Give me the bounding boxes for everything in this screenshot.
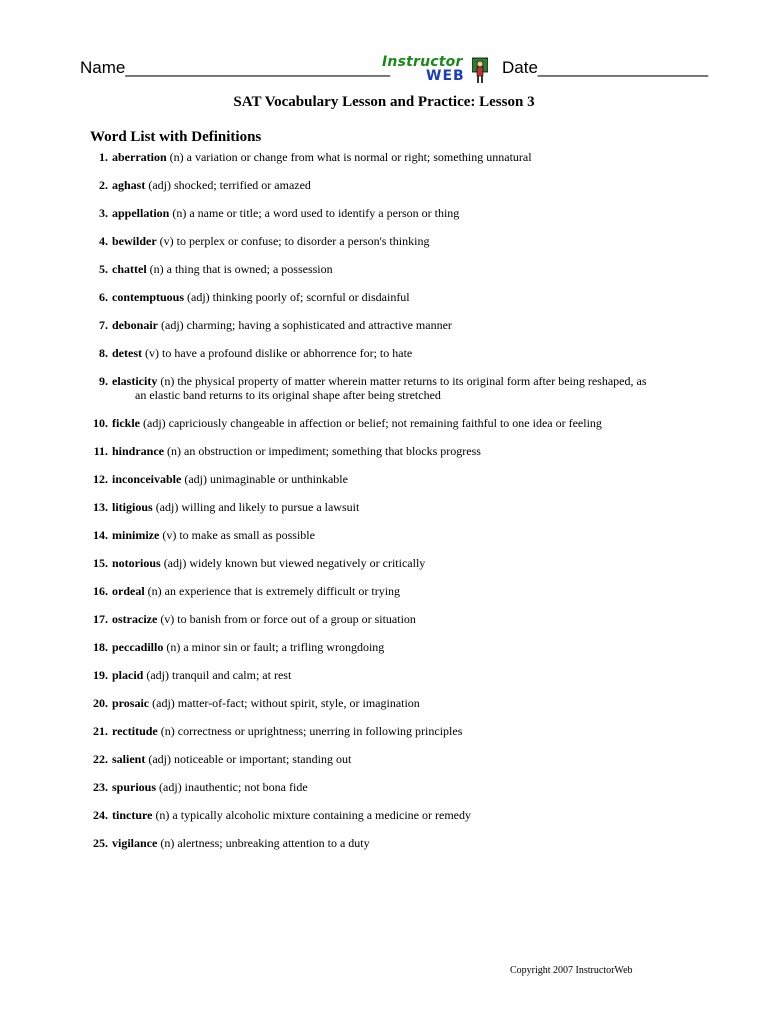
word-item: [0, 416, 768, 444]
word-definition: (n) an experience that is extremely difficult or trying: [147, 584, 401, 598]
word-number: 16.: [93, 584, 108, 598]
instructorweb-logo: [382, 56, 492, 90]
word-entry: [112, 234, 692, 248]
word-term: hindrance: [112, 444, 165, 458]
word-term: vigilance: [112, 836, 158, 850]
word-number: 10.: [93, 416, 108, 430]
date-blank: __________________: [537, 58, 709, 77]
word-item: [0, 262, 768, 290]
word-number: 23.: [93, 780, 108, 794]
word-term: aghast: [112, 178, 146, 192]
word-term: salient: [112, 752, 146, 766]
word-term: debonair: [112, 318, 159, 332]
word-number: 7.: [99, 318, 108, 332]
word-definition: (n) a minor sin or fault; a trifling wrongdoing: [166, 640, 385, 654]
word-entry: [112, 150, 692, 164]
word-term: rectitude: [112, 724, 158, 738]
word-item: [0, 528, 768, 556]
word-item: [0, 150, 768, 178]
word-number: 2.: [99, 178, 108, 192]
word-entry: [112, 500, 692, 514]
word-definition: (adj) widely known but viewed negatively or critically: [163, 556, 426, 570]
word-entry: [112, 178, 692, 192]
word-entry: [112, 262, 692, 276]
word-entry: [112, 640, 692, 654]
word-term: notorious: [112, 556, 161, 570]
word-item: [0, 752, 768, 780]
word-definition: (adj) capriciously changeable in affection or belief; not remaining faithful to one idea or feeling: [143, 416, 602, 430]
word-entry: [112, 752, 692, 766]
word-definition: (adj) thinking poorly of; scornful or disdainful: [187, 290, 410, 304]
word-number: 11.: [93, 444, 108, 458]
word-number: 22.: [93, 752, 108, 766]
word-number: 20.: [93, 696, 108, 710]
word-item: [0, 556, 768, 584]
word-entry: [112, 808, 692, 822]
word-definition: (n) a name or title; a word used to identify a person or thing: [172, 206, 460, 220]
word-definition: (v) to have a profound dislike or abhorrence for; to hate: [145, 346, 413, 360]
date-field: [502, 58, 708, 78]
word-term: minimize: [112, 528, 160, 542]
word-term: placid: [112, 668, 144, 682]
word-definition: (n) the physical property of matter wherein matter returns to its original form after being reshaped, as: [160, 374, 647, 388]
word-definition: (n) correctness or uprightness; unerring in following principles: [160, 724, 463, 738]
word-definition: (v) to make as small as possible: [162, 528, 315, 542]
word-item: [0, 290, 768, 318]
word-entry: [112, 528, 692, 542]
word-number: 18.: [93, 640, 108, 654]
word-number: 24.: [93, 808, 108, 822]
word-definition: (adj) matter-of-fact; without spirit, style, or imagination: [152, 696, 420, 710]
word-number: 25.: [93, 836, 108, 850]
word-number: 21.: [93, 724, 108, 738]
word-entry: [112, 612, 692, 626]
word-item: [0, 696, 768, 724]
word-number: 8.: [99, 346, 108, 360]
word-definition: (v) to perplex or confuse; to disorder a person's thinking: [159, 234, 430, 248]
word-number: 3.: [99, 206, 108, 220]
word-list: [0, 150, 768, 864]
word-number: 13.: [93, 500, 108, 514]
word-item: [0, 374, 768, 416]
word-item: [0, 472, 768, 500]
word-entry: [112, 206, 692, 220]
word-term: ordeal: [112, 584, 145, 598]
word-definition: (adj) willing and likely to pursue a lawsuit: [155, 500, 360, 514]
word-item: [0, 584, 768, 612]
word-item: [0, 346, 768, 374]
word-entry: [112, 696, 692, 710]
word-entry: [112, 416, 692, 430]
word-item: [0, 668, 768, 696]
word-definition-continued: an elastic band returns to its original shape after being stretched: [135, 388, 441, 402]
word-entry: [112, 444, 692, 458]
name-blank: ____________________________: [125, 58, 391, 77]
word-term: fickle: [112, 416, 140, 430]
word-term: appellation: [112, 206, 170, 220]
word-entry: [112, 836, 692, 850]
word-definition: (n) a typically alcoholic mixture containing a medicine or remedy: [155, 808, 471, 822]
word-definition: (adj) inauthentic; not bona fide: [159, 780, 308, 794]
word-definition: (n) alertness; unbreaking attention to a duty: [160, 836, 370, 850]
word-term: aberration: [112, 150, 167, 164]
word-entry: [112, 374, 692, 402]
word-term: elasticity: [112, 374, 158, 388]
word-definition: (adj) tranquil and calm; at rest: [146, 668, 292, 682]
word-term: tincture: [112, 808, 153, 822]
word-number: 19.: [93, 668, 108, 682]
word-term: contemptuous: [112, 290, 185, 304]
word-number: 17.: [93, 612, 108, 626]
logo-text-bottom: WEB: [426, 68, 465, 84]
word-entry: [112, 346, 692, 360]
word-definition: (n) an obstruction or impediment; something that blocks progress: [167, 444, 481, 458]
word-number: 5.: [99, 262, 108, 276]
word-entry: [112, 584, 692, 598]
name-field: [80, 58, 390, 78]
word-entry: [112, 318, 692, 332]
word-definition: (adj) unimaginable or unthinkable: [184, 472, 348, 486]
word-entry: [112, 780, 692, 794]
word-definition: (v) to banish from or force out of a group or situation: [160, 612, 416, 626]
word-entry: [112, 668, 692, 682]
word-item: [0, 500, 768, 528]
word-number: 9.: [99, 374, 108, 388]
word-term: detest: [112, 346, 142, 360]
word-definition: (n) a variation or change from what is normal or right; something unnatural: [169, 150, 532, 164]
word-item: [0, 234, 768, 262]
word-term: ostracize: [112, 612, 158, 626]
word-entry: [112, 290, 692, 304]
word-term: peccadillo: [112, 640, 164, 654]
word-entry: [112, 472, 692, 486]
word-definition: (n) a thing that is owned; a possession: [149, 262, 333, 276]
word-item: [0, 724, 768, 752]
page-title: SAT Vocabulary Lesson and Practice: Lesson 3: [233, 94, 535, 110]
teacher-figure-icon: [472, 56, 488, 84]
word-term: prosaic: [112, 696, 150, 710]
word-term: inconceivable: [112, 472, 182, 486]
word-item: [0, 178, 768, 206]
date-label: Date: [502, 58, 538, 77]
word-item: [0, 318, 768, 346]
word-item: [0, 836, 768, 864]
word-number: 15.: [93, 556, 108, 570]
word-definition: (adj) charming; having a sophisticated and attractive manner: [161, 318, 452, 332]
name-label: Name: [80, 58, 126, 77]
section-heading: Word List with Definitions: [90, 129, 262, 145]
word-term: bewilder: [112, 234, 157, 248]
word-item: [0, 206, 768, 234]
word-number: 1.: [99, 150, 108, 164]
word-entry: [112, 556, 692, 570]
word-item: [0, 780, 768, 808]
word-item: [0, 612, 768, 640]
word-item: [0, 808, 768, 836]
copyright-notice: Copyright 2007 InstructorWeb: [510, 965, 633, 976]
word-term: litigious: [112, 500, 153, 514]
word-entry: [112, 724, 692, 738]
word-number: 6.: [99, 290, 108, 304]
word-item: [0, 640, 768, 668]
word-number: 4.: [99, 234, 108, 248]
word-term: spurious: [112, 780, 157, 794]
word-term: chattel: [112, 262, 147, 276]
word-number: 14.: [93, 528, 108, 542]
logo-text-top: Instructor: [382, 54, 463, 70]
word-number: 12.: [93, 472, 108, 486]
word-definition: (adj) shocked; terrified or amazed: [148, 178, 311, 192]
word-definition: (adj) noticeable or important; standing out: [148, 752, 352, 766]
word-item: [0, 444, 768, 472]
